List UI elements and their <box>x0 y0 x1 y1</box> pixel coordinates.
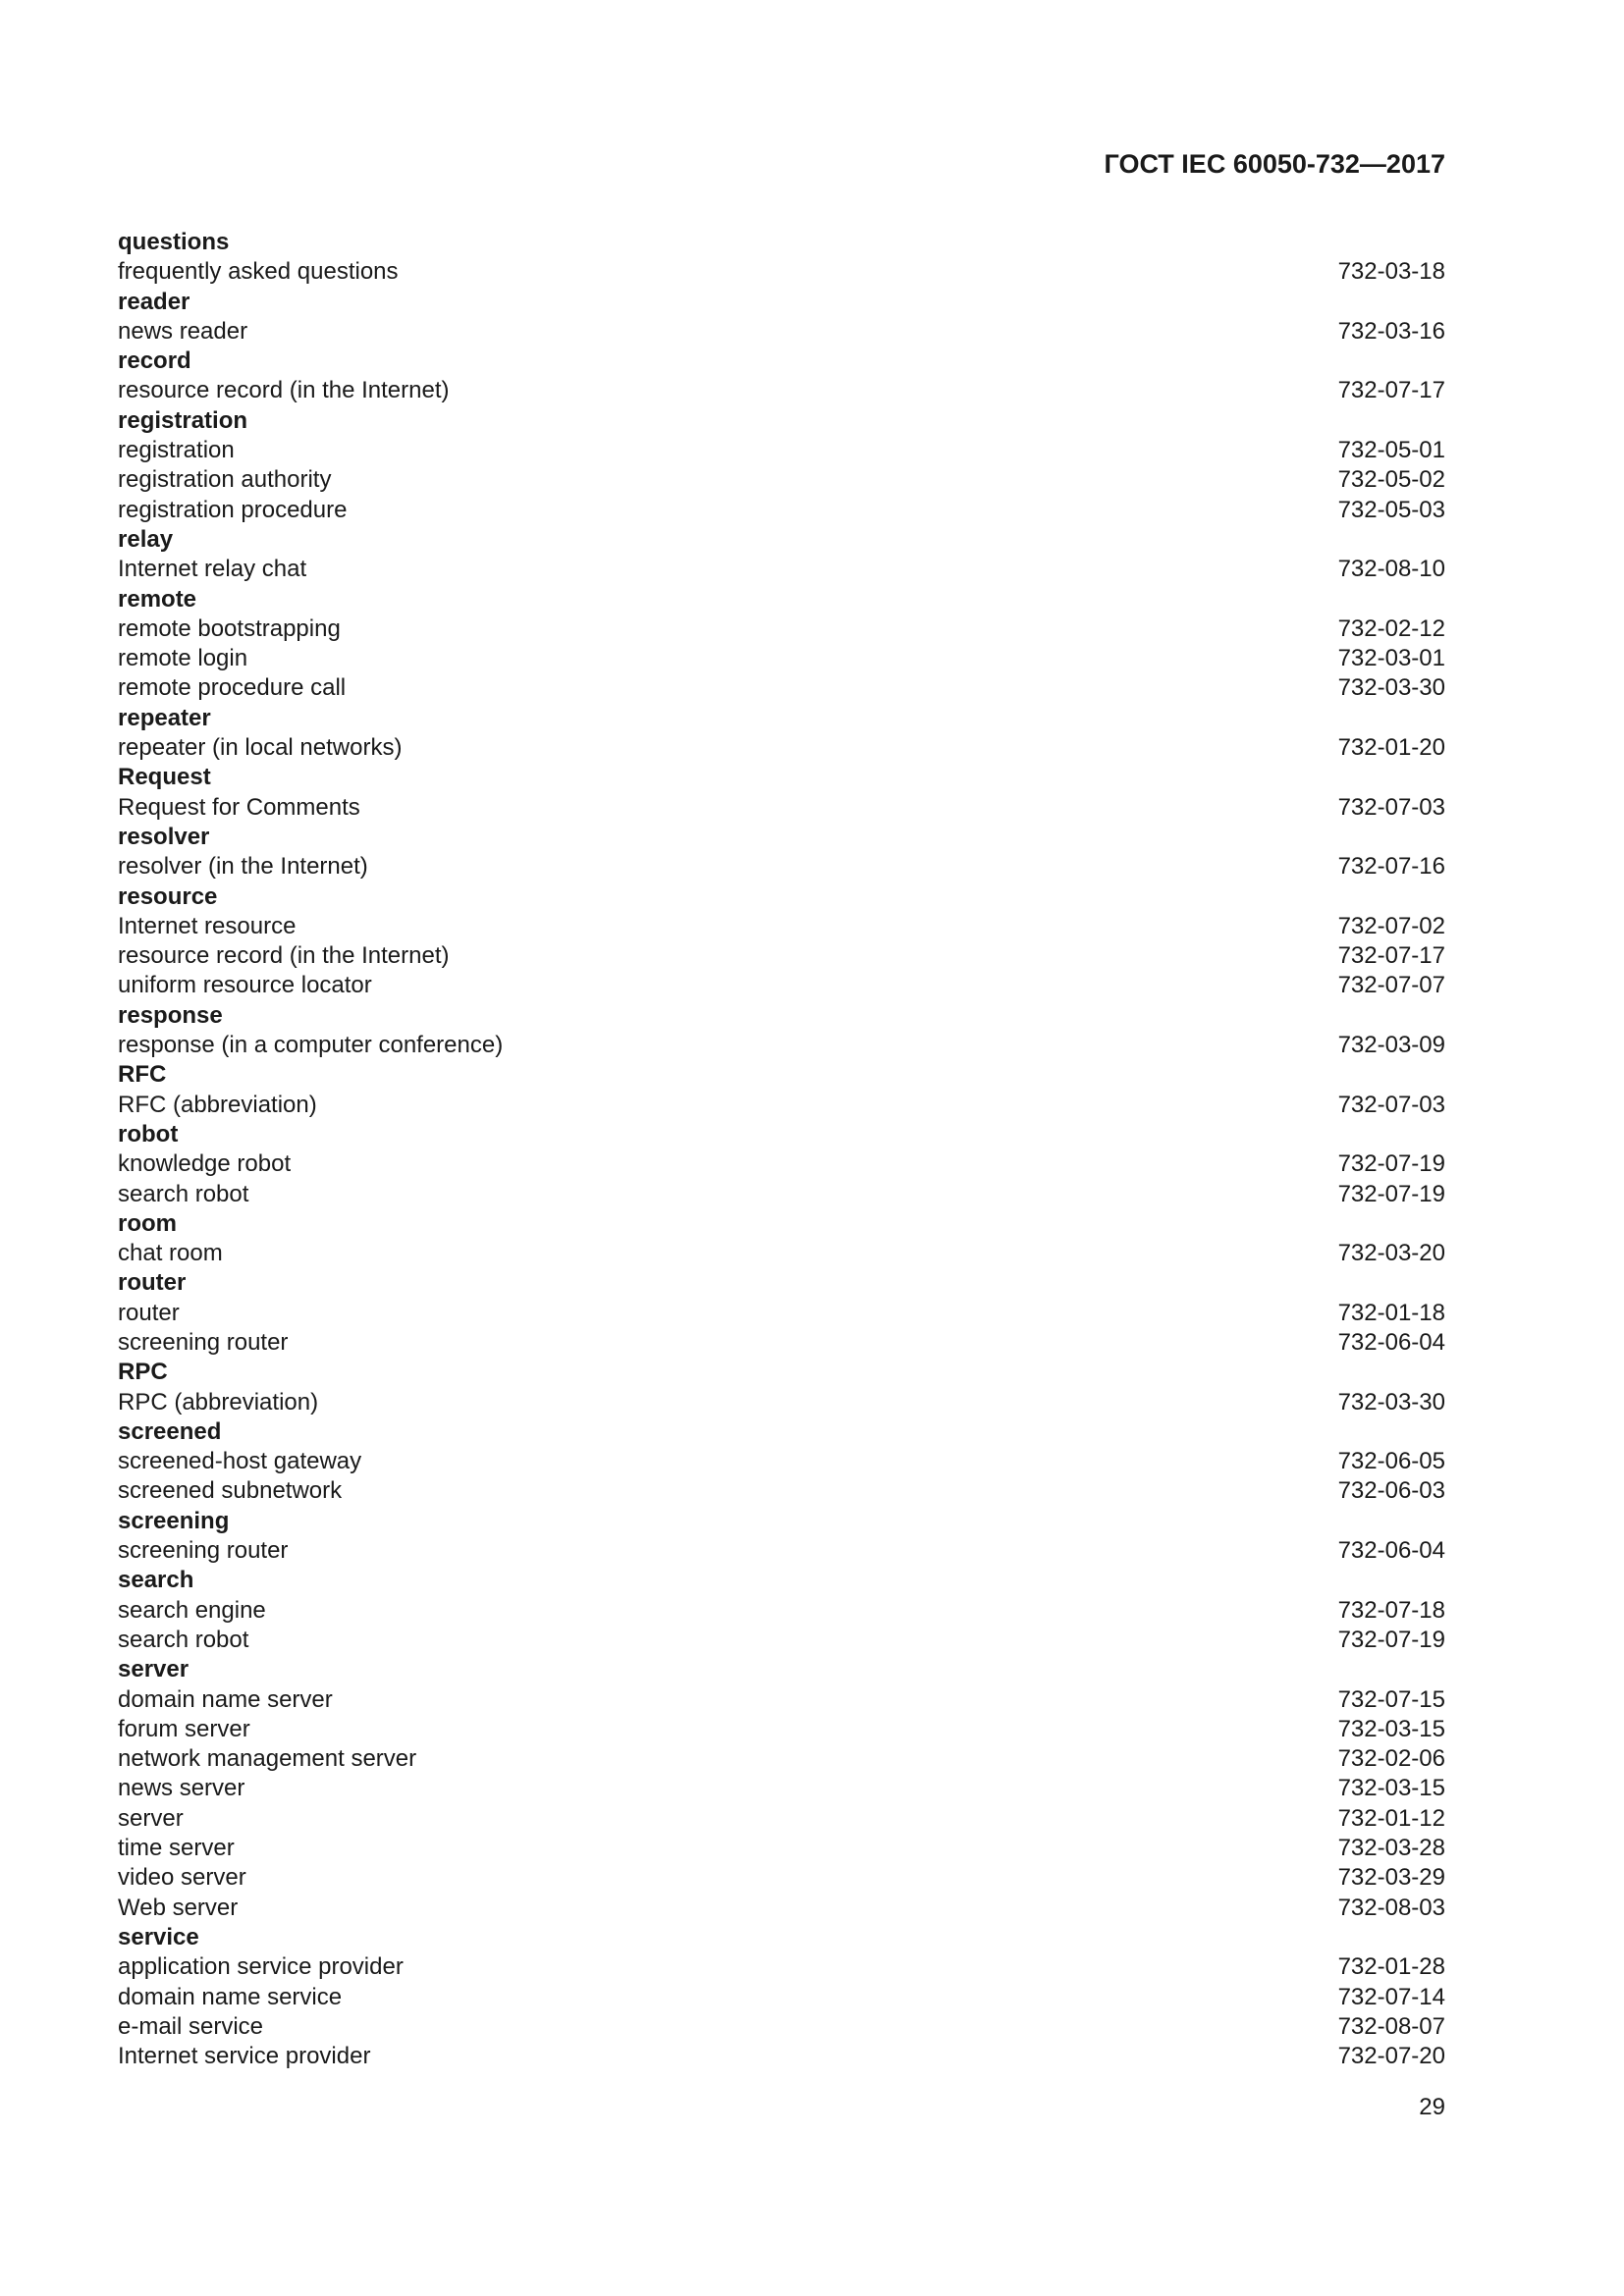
entry-code: 732-03-30 <box>1337 674 1445 702</box>
entry-term: RPC (abbreviation) <box>118 1388 319 1415</box>
entry-code: 732-02-06 <box>1337 1745 1445 1773</box>
entry-term: forum server <box>118 1715 250 1742</box>
standard-title: ГОСТ IEC 60050-732—2017 <box>1104 149 1445 179</box>
entry-code: 732-07-20 <box>1337 2043 1445 2070</box>
index-entry <box>118 496 1445 525</box>
entry-term: repeater (in local networks) <box>118 734 403 762</box>
entry-code: 732-07-17 <box>1337 942 1445 970</box>
keyword-label: room <box>118 1209 177 1237</box>
entry-term: search robot <box>118 1626 249 1653</box>
entry-term: chat room <box>118 1240 223 1267</box>
entry-code: 732-06-03 <box>1337 1477 1445 1505</box>
index-entry <box>118 1685 1445 1715</box>
keyword-label: RFC <box>118 1061 167 1089</box>
entry-code: 732-07-03 <box>1337 1091 1445 1118</box>
entry-code: 732-07-17 <box>1337 377 1445 404</box>
entry-code: 732-03-20 <box>1337 1240 1445 1267</box>
entry-code: 732-03-15 <box>1337 1775 1445 1802</box>
index-entry <box>118 1388 1445 1417</box>
index-entry <box>118 1715 1445 1744</box>
keyword-label: repeater <box>118 704 211 731</box>
entry-code: 732-03-18 <box>1337 258 1445 286</box>
keyword-label: server <box>118 1656 189 1683</box>
index-entry <box>118 614 1445 644</box>
entry-code: 732-03-01 <box>1337 645 1445 672</box>
index-keyword <box>118 704 1445 733</box>
index-keyword <box>118 406 1445 436</box>
entry-term: screened subnetwork <box>118 1477 343 1505</box>
entry-term: resolver (in the Internet) <box>118 853 368 881</box>
entry-term: screened-host gateway <box>118 1448 362 1475</box>
index-keyword <box>118 763 1445 792</box>
entry-term: search robot <box>118 1180 249 1207</box>
index-entry <box>118 555 1445 584</box>
index-keyword <box>118 1209 1445 1239</box>
keyword-label: response <box>118 1001 223 1029</box>
index-entry <box>118 1834 1445 1863</box>
keyword-label: remote <box>118 585 197 613</box>
index-entry <box>118 1626 1445 1655</box>
keyword-label: resource <box>118 882 218 910</box>
entry-code: 732-01-18 <box>1337 1299 1445 1326</box>
index-keyword <box>118 1566 1445 1595</box>
entry-code: 732-07-19 <box>1337 1150 1445 1178</box>
entry-code: 732-07-02 <box>1337 912 1445 939</box>
index-entry <box>118 436 1445 465</box>
index-keyword <box>118 1060 1445 1090</box>
index-entry <box>118 1894 1445 1923</box>
keyword-label: questions <box>118 229 230 255</box>
entry-term: Web server <box>118 1894 239 1921</box>
entry-code: 732-07-18 <box>1337 1596 1445 1624</box>
entry-code: 732-03-16 <box>1337 317 1445 345</box>
entry-code: 732-03-29 <box>1337 1864 1445 1892</box>
index-keyword <box>118 585 1445 614</box>
index-entry <box>118 1031 1445 1060</box>
keyword-label: record <box>118 347 191 375</box>
entry-term: remote procedure call <box>118 674 347 702</box>
entry-code: 732-05-02 <box>1337 466 1445 494</box>
entry-term: domain name server <box>118 1685 333 1713</box>
entry-code: 732-02-12 <box>1337 614 1445 642</box>
entry-term: search engine <box>118 1596 266 1624</box>
entry-term: uniform resource locator <box>118 972 372 999</box>
index-keyword <box>118 823 1445 852</box>
entry-term: network management server <box>118 1745 417 1773</box>
index-keyword <box>118 1655 1445 1684</box>
entry-term: news server <box>118 1775 245 1802</box>
index-keyword <box>118 347 1445 376</box>
entry-code: 732-07-14 <box>1337 1983 1445 2010</box>
keyword-label: screened <box>118 1417 222 1445</box>
page-number: 29 <box>1419 2094 1445 2120</box>
index-entry <box>118 941 1445 971</box>
keyword-label: service <box>118 1923 199 1950</box>
entry-code: 732-08-07 <box>1337 2012 1445 2040</box>
index-keyword <box>118 525 1445 555</box>
entry-code: 732-07-16 <box>1337 853 1445 881</box>
entry-term: Internet service provider <box>118 2043 371 2070</box>
entry-code: 732-06-05 <box>1337 1448 1445 1475</box>
entry-code: 732-01-28 <box>1337 1953 1445 1981</box>
entry-term: Internet relay chat <box>118 556 307 583</box>
entry-term: screening router <box>118 1537 289 1565</box>
keyword-label: relay <box>118 525 174 553</box>
index-keyword <box>118 1417 1445 1447</box>
index-entry <box>118 257 1445 287</box>
index-keyword <box>118 228 1445 257</box>
index-entry <box>118 1774 1445 1803</box>
index-entry <box>118 852 1445 881</box>
index-entry <box>118 465 1445 495</box>
entry-term: remote bootstrapping <box>118 614 341 642</box>
entry-term: frequently asked questions <box>118 258 399 286</box>
entry-term: Request for Comments <box>118 793 360 821</box>
index-entry <box>118 1328 1445 1358</box>
index-entry <box>118 317 1445 347</box>
index-entry <box>118 1804 1445 1834</box>
index-entry <box>118 1180 1445 1209</box>
entry-term: router <box>118 1299 180 1326</box>
entry-term: time server <box>118 1835 235 1862</box>
entry-code: 732-07-19 <box>1337 1626 1445 1653</box>
entry-term: RFC (abbreviation) <box>118 1091 317 1118</box>
index-entry <box>118 912 1445 941</box>
index-entry <box>118 1952 1445 1982</box>
entry-term: domain name service <box>118 1983 343 2010</box>
entry-code: 732-06-04 <box>1337 1328 1445 1356</box>
keyword-label: Request <box>118 764 211 791</box>
entry-term: e-mail service <box>118 2012 264 2040</box>
keyword-label: reader <box>118 288 190 315</box>
entry-code: 732-05-03 <box>1337 496 1445 523</box>
entry-term: remote login <box>118 645 248 672</box>
index-keyword <box>118 288 1445 317</box>
entry-code: 732-06-04 <box>1337 1537 1445 1565</box>
index-keyword <box>118 1268 1445 1298</box>
keyword-label: RPC <box>118 1359 168 1386</box>
entry-term: resource record (in the Internet) <box>118 377 450 404</box>
index-keyword <box>118 1001 1445 1031</box>
index-keyword <box>118 1507 1445 1536</box>
entry-code: 732-03-30 <box>1337 1388 1445 1415</box>
entry-term: registration <box>118 437 235 464</box>
term-index <box>118 228 1445 2071</box>
entry-code: 732-05-01 <box>1337 437 1445 464</box>
entry-code: 732-08-03 <box>1337 1894 1445 1921</box>
entry-term: registration procedure <box>118 496 348 523</box>
entry-term: server <box>118 1804 184 1832</box>
entry-term: screening router <box>118 1328 289 1356</box>
entry-code: 732-08-10 <box>1337 556 1445 583</box>
index-entry <box>118 2042 1445 2071</box>
entry-code: 732-03-28 <box>1337 1835 1445 1862</box>
index-keyword <box>118 1120 1445 1149</box>
entry-term: response (in a computer conference) <box>118 1032 504 1059</box>
index-entry <box>118 971 1445 1000</box>
index-keyword <box>118 1358 1445 1387</box>
keyword-label: screening <box>118 1507 230 1534</box>
entry-term: application service provider <box>118 1953 404 1981</box>
entry-term: registration authority <box>118 466 332 494</box>
entry-code: 732-07-15 <box>1337 1685 1445 1713</box>
entry-code: 732-07-07 <box>1337 972 1445 999</box>
index-entry <box>118 1983 1445 2012</box>
entry-code: 732-03-09 <box>1337 1032 1445 1059</box>
keyword-label: registration <box>118 406 248 434</box>
keyword-label: robot <box>118 1120 179 1148</box>
index-entry <box>118 1239 1445 1268</box>
index-entry <box>118 1091 1445 1120</box>
entry-code: 732-07-19 <box>1337 1180 1445 1207</box>
index-entry <box>118 1447 1445 1476</box>
index-entry <box>118 673 1445 703</box>
index-entry <box>118 1863 1445 1893</box>
index-keyword <box>118 1923 1445 1952</box>
entry-code: 732-01-12 <box>1337 1804 1445 1832</box>
index-entry <box>118 1596 1445 1626</box>
keyword-label: router <box>118 1269 187 1297</box>
entry-term: resource record (in the Internet) <box>118 942 450 970</box>
document-header <box>118 147 1445 181</box>
index-entry <box>118 376 1445 405</box>
entry-code: 732-07-03 <box>1337 793 1445 821</box>
entry-term: Internet resource <box>118 912 297 939</box>
entry-code: 732-01-20 <box>1337 734 1445 762</box>
index-keyword <box>118 882 1445 912</box>
index-entry <box>118 1476 1445 1506</box>
index-entry <box>118 1149 1445 1179</box>
index-entry <box>118 733 1445 763</box>
keyword-label: resolver <box>118 823 210 850</box>
index-entry <box>118 1536 1445 1566</box>
index-entry <box>118 644 1445 673</box>
index-entry <box>118 793 1445 823</box>
index-entry <box>118 1299 1445 1328</box>
entry-term: video server <box>118 1864 246 1892</box>
index-entry <box>118 2012 1445 2042</box>
keyword-label: search <box>118 1567 194 1594</box>
entry-code: 732-03-15 <box>1337 1715 1445 1742</box>
index-entry <box>118 1744 1445 1774</box>
entry-term: knowledge robot <box>118 1150 292 1178</box>
entry-term: news reader <box>118 317 248 345</box>
